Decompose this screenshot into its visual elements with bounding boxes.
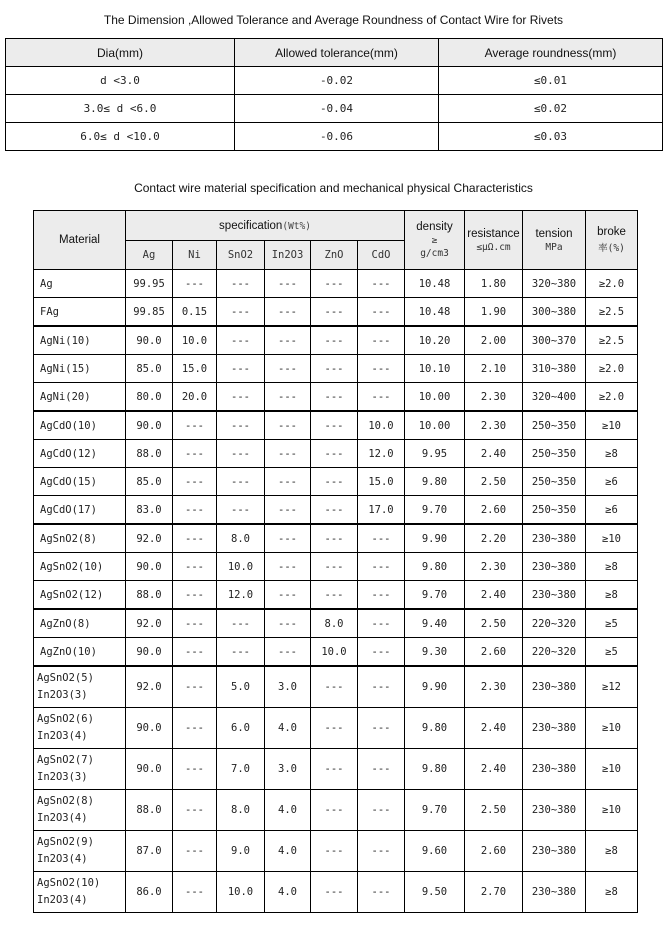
table-cell: --- (358, 355, 405, 383)
table-cell: 85.0 (126, 468, 173, 496)
table-cell: --- (358, 524, 405, 553)
table-cell: --- (173, 790, 217, 831)
table-cell: 2.20 (465, 524, 523, 553)
table-cell: --- (358, 553, 405, 581)
table-cell: --- (265, 581, 311, 610)
table-cell: 87.0 (126, 831, 173, 872)
table-cell: ≥8 (586, 581, 638, 610)
material-cell: AgSnO2(12) (34, 581, 126, 610)
table-cell: --- (311, 411, 358, 440)
material-name-line1: AgSnO2(5) (37, 672, 94, 684)
table-row (34, 496, 638, 525)
subheader-zno: ZnO (311, 241, 358, 270)
table-cell: 90.0 (126, 708, 173, 749)
table-cell: 3.0≤ d <6.0 (6, 95, 235, 123)
table-cell: --- (217, 440, 265, 468)
table1-header-row (6, 39, 663, 67)
table-cell: 15.0 (358, 468, 405, 496)
table-cell: --- (265, 440, 311, 468)
table-cell: 12.0 (358, 440, 405, 468)
table-cell: --- (265, 355, 311, 383)
table-cell: ≥2.0 (586, 270, 638, 298)
material-name-line2: In2O3(4) (37, 894, 88, 906)
table-cell: 9.60 (405, 831, 465, 872)
table-cell: 12.0 (217, 581, 265, 610)
table-cell: 9.70 (405, 790, 465, 831)
table-cell: 2.60 (465, 831, 523, 872)
tension-label: tension (535, 227, 573, 240)
table-cell: 230~380 (523, 872, 586, 913)
material-name-line1: AgSnO2(8) (37, 795, 94, 807)
table-cell: --- (311, 270, 358, 298)
table-row (34, 790, 638, 831)
table-cell: ≥2.0 (586, 355, 638, 383)
table-cell: --- (358, 749, 405, 790)
table-cell: --- (311, 355, 358, 383)
table-cell: 2.40 (465, 749, 523, 790)
table-row (34, 638, 638, 667)
table-cell: 10.48 (405, 298, 465, 327)
tension-unit: MPa (545, 241, 563, 253)
table-cell: --- (311, 468, 358, 496)
table-cell: --- (173, 581, 217, 610)
table-cell: 99.85 (126, 298, 173, 327)
table-cell: --- (217, 411, 265, 440)
table-cell: ≥10 (586, 411, 638, 440)
table-cell: ≤0.02 (439, 95, 663, 123)
table-cell: 230~380 (523, 749, 586, 790)
table-cell: 230~380 (523, 581, 586, 610)
table-cell: --- (311, 581, 358, 610)
table-row (34, 831, 638, 872)
table-cell: --- (311, 666, 358, 708)
table-cell: --- (173, 270, 217, 298)
table-cell: 4.0 (265, 831, 311, 872)
table-cell: 2.50 (465, 468, 523, 496)
table-cell: --- (217, 609, 265, 638)
table-cell: 2.00 (465, 326, 523, 355)
table-row (34, 609, 638, 638)
table-row (34, 749, 638, 790)
material-cell: AgZnO(10) (34, 638, 126, 667)
table-cell: 90.0 (126, 749, 173, 790)
table-row (34, 708, 638, 749)
table-cell: --- (311, 326, 358, 355)
table-cell: 10.00 (405, 383, 465, 412)
column-header-tolerance: Allowed tolerance(mm) (235, 39, 439, 67)
subheader-ag: Ag (126, 241, 173, 270)
material-cell: AgCdO(15) (34, 468, 126, 496)
table-cell: 2.50 (465, 790, 523, 831)
table-cell: --- (173, 609, 217, 638)
table-cell: --- (311, 553, 358, 581)
resistance-unit: ≤μΩ.cm (476, 241, 511, 253)
table-cell: ≥6 (586, 496, 638, 525)
material-cell: AgZnO(8) (34, 609, 126, 638)
table-cell: 86.0 (126, 872, 173, 913)
table2-header-row (34, 211, 638, 241)
table-cell: 10.0 (173, 326, 217, 355)
material-name-line2: In2O3(4) (37, 853, 88, 865)
table-cell: --- (358, 326, 405, 355)
table-cell: --- (217, 383, 265, 412)
table-cell: 83.0 (126, 496, 173, 525)
table-cell: --- (265, 553, 311, 581)
table-row (34, 411, 638, 440)
table-cell: --- (173, 411, 217, 440)
table-cell: --- (173, 666, 217, 708)
table-cell: 15.0 (173, 355, 217, 383)
material-cell (34, 790, 126, 831)
table-cell: 250~350 (523, 468, 586, 496)
table-cell: 250~350 (523, 440, 586, 468)
material-cell: AgCdO(17) (34, 496, 126, 525)
table-cell: --- (358, 831, 405, 872)
table-cell: 88.0 (126, 790, 173, 831)
table-cell: ≥5 (586, 609, 638, 638)
table-cell: 2.10 (465, 355, 523, 383)
table-cell: ≥8 (586, 872, 638, 913)
material-name-line1: AgSnO2(7) (37, 754, 94, 766)
table-cell: 92.0 (126, 524, 173, 553)
table-cell: 1.80 (465, 270, 523, 298)
table-cell: 6.0≤ d <10.0 (6, 123, 235, 151)
table-cell: --- (358, 383, 405, 412)
table-cell: ≥10 (586, 524, 638, 553)
material-cell (34, 666, 126, 708)
table-cell: --- (358, 666, 405, 708)
broke-unit: 率(%) (598, 243, 625, 254)
table-cell: 10.10 (405, 355, 465, 383)
material-name-line1: AgSnO2(9) (37, 836, 94, 848)
broke-label: broke (597, 226, 626, 238)
table-cell: 320~380 (523, 270, 586, 298)
material-name-line1: AgSnO2(10) (37, 877, 101, 889)
table-cell: 2.30 (465, 553, 523, 581)
table-cell: --- (311, 440, 358, 468)
table-cell: 220~320 (523, 609, 586, 638)
table-cell: -0.04 (235, 95, 439, 123)
table-cell: 2.40 (465, 440, 523, 468)
table-cell: 92.0 (126, 666, 173, 708)
table-row (34, 468, 638, 496)
material-cell: AgCdO(10) (34, 411, 126, 440)
material-cell: Ag (34, 270, 126, 298)
specification-unit: (Wt%) (282, 220, 311, 232)
table-cell: --- (265, 638, 311, 667)
table-cell: 90.0 (126, 411, 173, 440)
table-cell: 6.0 (217, 708, 265, 749)
table-cell: --- (217, 270, 265, 298)
table-cell: 2.30 (465, 666, 523, 708)
material-cell: AgSnO2(10) (34, 553, 126, 581)
table-cell: 4.0 (265, 708, 311, 749)
density-unit: g/cm3 (420, 248, 449, 259)
table-cell: 9.95 (405, 440, 465, 468)
column-header-specification (126, 211, 405, 241)
material-cell (34, 831, 126, 872)
table-cell: 7.0 (217, 749, 265, 790)
table-cell: 220~320 (523, 638, 586, 667)
table-cell: 250~350 (523, 411, 586, 440)
table-cell: 2.60 (465, 638, 523, 667)
table-row (34, 524, 638, 553)
table-cell: 2.60 (465, 496, 523, 525)
table-cell: 230~380 (523, 666, 586, 708)
table-cell: 3.0 (265, 749, 311, 790)
table-cell: --- (358, 708, 405, 749)
table-cell: ≤0.01 (439, 67, 663, 95)
table-row (34, 298, 638, 327)
table-cell: 4.0 (265, 790, 311, 831)
table-cell: 230~380 (523, 708, 586, 749)
table-cell: --- (265, 411, 311, 440)
table-cell: 9.90 (405, 524, 465, 553)
table-cell: 85.0 (126, 355, 173, 383)
table-cell: --- (358, 609, 405, 638)
material-cell (34, 708, 126, 749)
table-cell: --- (217, 326, 265, 355)
table-cell: 9.50 (405, 872, 465, 913)
table-cell: 90.0 (126, 553, 173, 581)
table-cell: ≥8 (586, 553, 638, 581)
table-cell: 9.80 (405, 708, 465, 749)
table-cell: ≥2.5 (586, 298, 638, 327)
column-header-dia: Dia(mm) (6, 39, 235, 67)
table-cell: 10.20 (405, 326, 465, 355)
column-header-material: Material (34, 211, 126, 270)
table-cell: --- (311, 383, 358, 412)
table-cell: 88.0 (126, 581, 173, 610)
table-row (34, 872, 638, 913)
table-cell: 10.0 (217, 872, 265, 913)
table-row (34, 270, 638, 298)
material-cell: AgSnO2(8) (34, 524, 126, 553)
table-cell: --- (265, 326, 311, 355)
table-cell: --- (173, 708, 217, 749)
table-cell: 230~380 (523, 831, 586, 872)
column-header-roundness: Average roundness(mm) (439, 39, 663, 67)
column-header-broke (586, 211, 638, 270)
table-cell: ≥8 (586, 440, 638, 468)
table-cell: 310~380 (523, 355, 586, 383)
column-header-resistance (465, 211, 523, 270)
table-cell: 230~380 (523, 524, 586, 553)
table-cell: --- (217, 298, 265, 327)
table-cell: 4.0 (265, 872, 311, 913)
table-cell: 2.40 (465, 708, 523, 749)
material-name-line2: In2O3(4) (37, 730, 88, 742)
table2-title: Contact wire material specification and mechanical physical Characteristics (134, 181, 533, 195)
table-row (34, 440, 638, 468)
table-row (6, 123, 663, 151)
table-cell: 8.0 (217, 790, 265, 831)
table-cell: 10.00 (405, 411, 465, 440)
table-cell: --- (217, 468, 265, 496)
material-cell: FAg (34, 298, 126, 327)
table-cell: 300~370 (523, 326, 586, 355)
material-cell: AgCdO(12) (34, 440, 126, 468)
table-cell: -0.02 (235, 67, 439, 95)
material-name-line2: In2O3(4) (37, 812, 88, 824)
table-cell: 10.48 (405, 270, 465, 298)
table-cell: d <3.0 (6, 67, 235, 95)
table-cell: 90.0 (126, 326, 173, 355)
table-cell: --- (217, 355, 265, 383)
column-header-density (405, 211, 465, 270)
table-row (34, 326, 638, 355)
table-cell: 3.0 (265, 666, 311, 708)
table-row (34, 666, 638, 708)
table-row (34, 355, 638, 383)
subheader-cdo: CdO (358, 241, 405, 270)
table-cell: 8.0 (217, 524, 265, 553)
table-cell: 80.0 (126, 383, 173, 412)
table-cell: 90.0 (126, 638, 173, 667)
material-name-line2: In2O3(3) (37, 689, 88, 701)
table-cell: 10.0 (358, 411, 405, 440)
table-cell: 20.0 (173, 383, 217, 412)
table-cell: ≥2.0 (586, 383, 638, 412)
table-cell: --- (311, 524, 358, 553)
table-cell: ≥10 (586, 790, 638, 831)
table-cell: --- (173, 749, 217, 790)
table-cell: 99.95 (126, 270, 173, 298)
table-cell: 0.15 (173, 298, 217, 327)
table-cell: 92.0 (126, 609, 173, 638)
table-cell: 2.30 (465, 383, 523, 412)
table-cell: --- (217, 638, 265, 667)
table-cell: --- (311, 872, 358, 913)
subheader-sno2: SnO2 (217, 241, 265, 270)
table-cell: ≥5 (586, 638, 638, 667)
table-cell: ≤0.03 (439, 123, 663, 151)
table-cell: --- (358, 790, 405, 831)
table-cell: 230~380 (523, 790, 586, 831)
resistance-label: resistance (467, 227, 520, 240)
table1-title: The Dimension ,Allowed Tolerance and Average Roundness of Contact Wire for Rivets (103, 13, 564, 27)
table-cell: 2.40 (465, 581, 523, 610)
table-cell: --- (358, 270, 405, 298)
table-cell: --- (311, 790, 358, 831)
table-cell: --- (173, 831, 217, 872)
table-cell: 2.50 (465, 609, 523, 638)
table-row (34, 383, 638, 412)
table-cell: --- (173, 496, 217, 525)
table-cell: 10.0 (217, 553, 265, 581)
table-cell: 250~350 (523, 496, 586, 525)
table-cell: --- (358, 581, 405, 610)
table-cell: --- (173, 638, 217, 667)
table-cell: ≥10 (586, 708, 638, 749)
density-label: density (416, 221, 453, 233)
table-cell: ≥6 (586, 468, 638, 496)
material-name-line2: In2O3(3) (37, 771, 88, 783)
table-row (34, 553, 638, 581)
table-cell: ≥2.5 (586, 326, 638, 355)
table-cell: --- (173, 872, 217, 913)
material-specification-table (33, 210, 638, 913)
table-cell: 300~380 (523, 298, 586, 327)
table-cell: --- (358, 872, 405, 913)
table-cell: 230~380 (523, 553, 586, 581)
density-unit-symbol: ≥ (431, 235, 438, 246)
table-cell: --- (265, 383, 311, 412)
material-cell (34, 749, 126, 790)
table-cell: --- (265, 270, 311, 298)
table-cell: --- (265, 298, 311, 327)
table-cell: -0.06 (235, 123, 439, 151)
material-name-line1: AgSnO2(6) (37, 713, 94, 725)
table-cell: 2.70 (465, 872, 523, 913)
table-cell: --- (311, 298, 358, 327)
table-cell: --- (265, 609, 311, 638)
table-cell: 88.0 (126, 440, 173, 468)
table-cell: 320~400 (523, 383, 586, 412)
table-row (34, 581, 638, 610)
table-cell: 8.0 (311, 609, 358, 638)
table-cell: 9.70 (405, 581, 465, 610)
material-cell: AgNi(20) (34, 383, 126, 412)
table-cell: 17.0 (358, 496, 405, 525)
table-cell: --- (173, 524, 217, 553)
material-cell: AgNi(10) (34, 326, 126, 355)
table-cell: --- (311, 749, 358, 790)
table-cell: 9.70 (405, 496, 465, 525)
table-cell: --- (173, 440, 217, 468)
table-cell: 9.30 (405, 638, 465, 667)
table-cell: 1.90 (465, 298, 523, 327)
table-cell: 9.80 (405, 553, 465, 581)
table-cell: 2.30 (465, 411, 523, 440)
table-cell: --- (173, 468, 217, 496)
table-cell: --- (217, 496, 265, 525)
table-row (6, 95, 663, 123)
table-cell: 5.0 (217, 666, 265, 708)
table-cell: 10.0 (311, 638, 358, 667)
specification-label: specification (219, 219, 283, 232)
table-cell: --- (358, 638, 405, 667)
table-cell: --- (265, 468, 311, 496)
table-cell: ≥8 (586, 831, 638, 872)
table-cell: 9.40 (405, 609, 465, 638)
table-cell: 9.80 (405, 749, 465, 790)
table-cell: ≥10 (586, 749, 638, 790)
table-cell: 9.80 (405, 468, 465, 496)
material-cell: AgNi(15) (34, 355, 126, 383)
dimension-tolerance-table (5, 38, 663, 151)
table-cell: --- (173, 553, 217, 581)
table-cell: --- (265, 496, 311, 525)
subheader-in2o3: In2O3 (265, 241, 311, 270)
table-row (6, 67, 663, 95)
table-cell: --- (265, 524, 311, 553)
table-cell: ≥12 (586, 666, 638, 708)
material-cell (34, 872, 126, 913)
table-cell: --- (358, 298, 405, 327)
table-cell: 9.0 (217, 831, 265, 872)
table-cell: --- (311, 496, 358, 525)
table-cell: --- (311, 831, 358, 872)
table-cell: 9.90 (405, 666, 465, 708)
column-header-tension (523, 211, 586, 270)
table-cell: --- (311, 708, 358, 749)
subheader-ni: Ni (173, 241, 217, 270)
